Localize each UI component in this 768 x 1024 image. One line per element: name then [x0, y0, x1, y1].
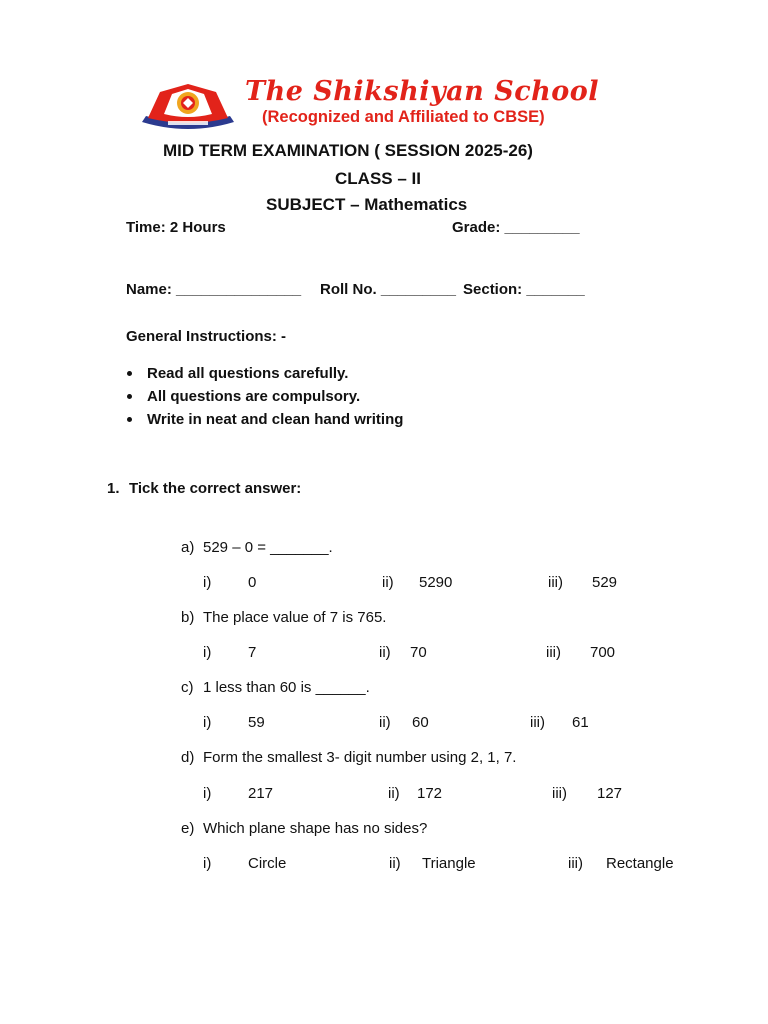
option-number: ii): [388, 785, 400, 802]
option-number: ii): [389, 855, 401, 872]
option-number: iii): [552, 785, 567, 802]
section-field[interactable]: Section: _______: [463, 281, 585, 298]
school-name: The Shikshiyan School: [245, 76, 600, 107]
option-number: i): [203, 714, 212, 731]
name-field[interactable]: Name: _______________: [126, 281, 302, 298]
option-value[interactable]: 529: [592, 574, 618, 591]
option-value[interactable]: 700: [590, 644, 616, 661]
option-value[interactable]: 61: [572, 714, 589, 731]
option-value[interactable]: Circle: [248, 855, 287, 872]
question-label: b): [181, 609, 195, 626]
option-number: i): [203, 855, 212, 872]
option-number: i): [203, 785, 212, 802]
option-value[interactable]: Rectangle: [606, 855, 674, 872]
option-value[interactable]: 217: [248, 785, 274, 802]
option-value[interactable]: Triangle: [422, 855, 476, 872]
section-heading: Tick the correct answer:: [129, 480, 302, 497]
option-value[interactable]: 5290: [419, 574, 453, 591]
option-number: ii): [379, 644, 391, 661]
question-label: c): [181, 679, 194, 696]
question-text: The place value of 7 is 765.: [203, 609, 387, 626]
option-number: ii): [379, 714, 391, 731]
question-text: Which plane shape has no sides?: [203, 820, 428, 837]
option-number: iii): [568, 855, 583, 872]
option-number: ii): [382, 574, 394, 591]
option-value[interactable]: 0: [248, 574, 257, 591]
option-number: i): [203, 644, 212, 661]
question-label: d): [181, 749, 195, 766]
roll-number-field[interactable]: Roll No. _________: [320, 281, 456, 298]
time-label: Time: 2 Hours: [126, 219, 226, 236]
school-affiliation: (Recognized and Affiliated to CBSE): [262, 108, 545, 126]
option-value[interactable]: 7: [248, 644, 257, 661]
instructions-heading: General Instructions: -: [126, 328, 287, 345]
instruction-item: All questions are compulsory.: [126, 385, 403, 408]
exam-title: MID TERM EXAMINATION ( SESSION 2025-26): [163, 141, 533, 160]
instruction-item: Write in neat and clean hand writing: [126, 408, 403, 431]
school-logo-emblem: [138, 80, 238, 130]
question-text: 529 – 0 = _______.: [203, 539, 333, 556]
question-label: a): [181, 539, 195, 556]
option-value[interactable]: 127: [597, 785, 623, 802]
option-value[interactable]: 70: [410, 644, 427, 661]
instruction-item: Read all questions carefully.: [126, 362, 403, 385]
grade-field[interactable]: Grade: _________: [452, 219, 580, 236]
option-number: iii): [546, 644, 561, 661]
option-number: i): [203, 574, 212, 591]
option-number: iii): [530, 714, 545, 731]
question-text: 1 less than 60 is ______.: [203, 679, 370, 696]
option-value[interactable]: 60: [412, 714, 429, 731]
exam-class: CLASS – II: [335, 169, 421, 188]
option-value[interactable]: 172: [417, 785, 443, 802]
instructions-list: [126, 362, 403, 431]
question-text: Form the smallest 3- digit number using 2, 1, 7.: [203, 749, 517, 766]
question-label: e): [181, 820, 195, 837]
option-value[interactable]: 59: [248, 714, 265, 731]
option-number: iii): [548, 574, 563, 591]
section-number: 1.: [107, 480, 120, 497]
exam-subject: SUBJECT – Mathematics: [266, 195, 468, 214]
